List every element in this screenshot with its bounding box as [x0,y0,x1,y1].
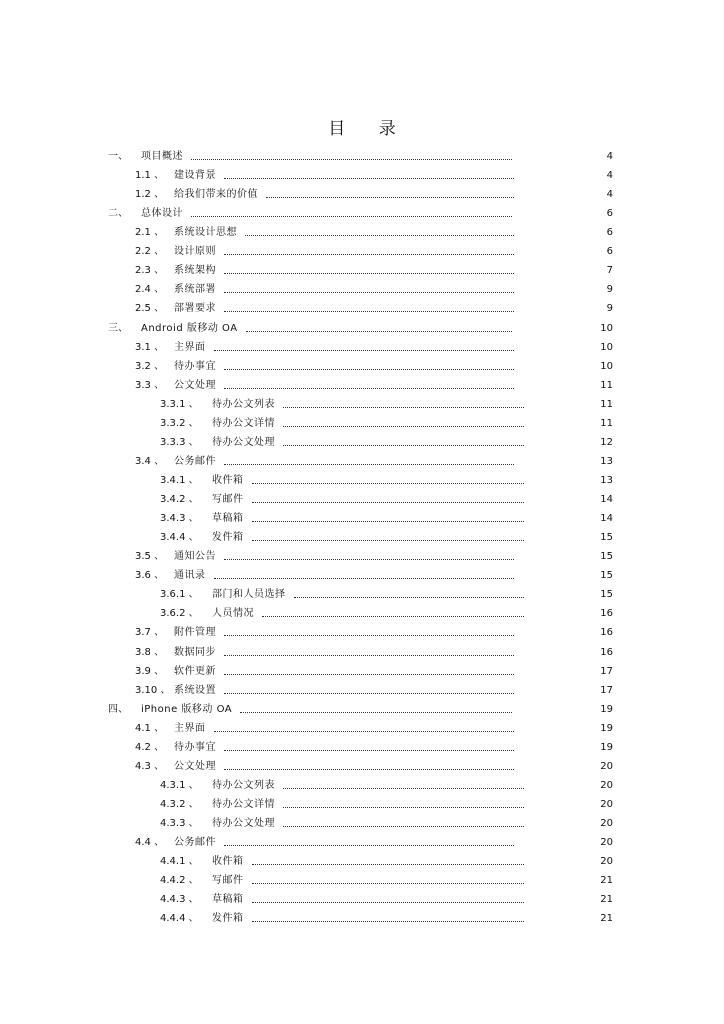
toc-entry[interactable] [0,700,724,719]
toc-entry[interactable] [0,852,724,871]
toc-entry-title: 发件箱 [212,532,244,543]
toc-entry-title: Android 版移动 OA [141,323,238,334]
toc-entry-page: 13 [600,456,613,467]
toc-entry[interactable] [0,623,724,642]
toc-entry[interactable] [0,643,724,662]
toc-dot-leader [283,807,524,808]
toc-entry[interactable] [0,376,724,395]
toc-dot-leader [266,197,514,198]
toc-entry-title: 总体设计 [141,208,183,219]
toc-dot-leader [224,369,514,370]
toc-entry[interactable] [0,795,724,814]
toc-dot-leader [252,540,524,541]
toc-entry-title: 待办事宜 [174,361,216,372]
toc-entry-page: 16 [600,627,613,638]
toc-entry-number: 3.8 、 [135,647,165,658]
toc-entry-title: 系统架构 [174,265,216,276]
toc-entry[interactable] [0,890,724,909]
toc-entry-number: 三、 [108,323,128,334]
toc-entry-number: 3.3.1 、 [160,399,199,410]
toc-entry[interactable] [0,414,724,433]
toc-entry[interactable] [0,509,724,528]
toc-entry-number: 3.4 、 [135,456,165,467]
toc-dot-leader [224,655,514,656]
toc-entry-title: 项目概述 [141,151,183,162]
toc-entry-number: 2.3 、 [135,265,165,276]
toc-entry-page: 11 [600,399,613,410]
toc-dot-leader [224,254,514,255]
toc-entry[interactable] [0,280,724,299]
toc-entry[interactable] [0,299,724,318]
toc-entry-page: 20 [600,761,613,772]
toc-entry[interactable] [0,261,724,280]
toc-entry-number: 3.4.3 、 [160,513,199,524]
toc-dot-leader [252,502,524,503]
toc-entry-title: 待办公文详情 [212,799,275,810]
toc-dot-leader [224,674,514,675]
toc-entry-page: 10 [600,323,613,334]
toc-dot-leader [245,235,514,236]
toc-dot-leader [252,883,524,884]
toc-entry-title: 写邮件 [212,494,244,505]
toc-entry-number: 4.4.1 、 [160,856,199,867]
toc-entry-title: 公务邮件 [174,837,216,848]
toc-entry-title: 待办公文详情 [212,418,275,429]
toc-entry-page: 6 [606,246,613,257]
toc-entry-page: 14 [600,513,613,524]
toc-entry-number: 3.1 、 [135,342,165,353]
toc-entry-page: 15 [600,589,613,600]
toc-entry[interactable] [0,566,724,585]
toc-dot-leader [240,712,512,713]
toc-entry-number: 4.4.2 、 [160,875,199,886]
toc-entry[interactable] [0,604,724,623]
toc-entry-title: 给我们带来的价值 [174,189,258,200]
toc-entry-number: 4.1 、 [135,723,165,734]
toc-entry-number: 2.4 、 [135,284,165,295]
toc-entry-number: 3.7 、 [135,627,165,638]
toc-entry-page: 11 [600,380,613,391]
toc-dot-leader [224,845,514,846]
toc-entry[interactable] [0,662,724,681]
toc-entry[interactable] [0,395,724,414]
toc-entry-number: 1.1 、 [135,170,165,181]
toc-entry-title: 发件箱 [212,913,244,924]
toc-entry-page: 12 [600,437,613,448]
toc-entry-title: 公文处理 [174,761,216,772]
toc-dot-leader [214,578,514,579]
toc-entry-page: 17 [600,685,613,696]
toc-entry-number: 2.2 、 [135,246,165,257]
toc-entry[interactable] [0,242,724,261]
toc-entry-number: 3.5 、 [135,551,165,562]
toc-dot-leader [224,311,514,312]
toc-entry-page: 19 [600,742,613,753]
toc-entry-page: 15 [600,570,613,581]
toc-entry-title: 附件管理 [174,627,216,638]
toc-entry-page: 13 [600,475,613,486]
toc-dot-leader [283,426,524,427]
page-title: 目 录 [328,119,410,139]
toc-entry-number: 4.4.3 、 [160,894,199,905]
toc-dot-leader [224,693,514,694]
toc-dot-leader [252,483,524,484]
toc-entry-title: 主界面 [174,723,206,734]
toc-entry-title: 公务邮件 [174,456,216,467]
toc-dot-leader [191,159,512,160]
toc-entry-page: 15 [600,551,613,562]
toc-entry-page: 20 [600,856,613,867]
toc-entry[interactable] [0,719,724,738]
toc-entry[interactable] [0,185,724,204]
toc-entry-number: 4.4.4 、 [160,913,199,924]
toc-entry[interactable] [0,452,724,471]
toc-entry-page: 14 [600,494,613,505]
toc-entry-number: 3.2 、 [135,361,165,372]
toc-entry-number: 二、 [108,208,128,219]
toc-entry-page: 19 [600,704,613,715]
toc-entry-number: 2.5 、 [135,303,165,314]
toc-entry[interactable] [0,909,724,928]
toc-entry-number: 1.2 、 [135,189,165,200]
toc-entry-page: 10 [600,361,613,372]
toc-entry-number: 3.3.3 、 [160,437,199,448]
toc-entry-page: 20 [600,799,613,810]
toc-entry[interactable] [0,871,724,890]
toc-entry-title: 收件箱 [212,475,244,486]
toc-entry[interactable] [0,433,724,452]
toc-entry-title: 主界面 [174,342,206,353]
toc-entry[interactable] [0,585,724,604]
toc-entry-page: 7 [606,265,613,276]
toc-entry-page: 10 [600,342,613,353]
toc-entry-title: 待办事宜 [174,742,216,753]
toc-entry[interactable] [0,814,724,833]
toc-dot-leader [252,521,524,522]
toc-entry-page: 4 [606,189,613,200]
toc-entry-number: 3.6 、 [135,570,165,581]
toc-entry-page: 20 [600,780,613,791]
toc-dot-leader [224,273,514,274]
toc-entry-page: 16 [600,608,613,619]
toc-entry-title: 系统部署 [174,284,216,295]
toc-entry-page: 17 [600,666,613,677]
toc-entry-number: 4.3 、 [135,761,165,772]
toc-entry-page: 9 [606,303,613,314]
toc-entry-number: 3.6.2 、 [160,608,199,619]
toc-entry[interactable] [0,490,724,509]
toc-entry-title: 建设背景 [174,170,216,181]
toc-dot-leader [283,407,524,408]
toc-entry-title: 公文处理 [174,380,216,391]
toc-entry[interactable] [0,528,724,547]
toc-entry-number: 4.3.1 、 [160,780,199,791]
toc-entry[interactable] [0,757,724,776]
toc-entry[interactable] [0,738,724,757]
toc-entry-page: 4 [606,151,613,162]
toc-dot-leader [214,350,514,351]
toc-entry-number: 4.2 、 [135,742,165,753]
toc-entry[interactable] [0,147,724,166]
toc-dot-leader [224,769,514,770]
toc-entry[interactable] [0,319,724,338]
toc-dot-leader [224,559,514,560]
toc-entry-number: 四、 [108,704,128,715]
toc-entry-title: 软件更新 [174,666,216,677]
toc-entry-number: 一、 [108,151,128,162]
toc-entry-number: 3.4.2 、 [160,494,199,505]
toc-entry-page: 4 [606,170,613,181]
toc-entry-title: 系统设计思想 [174,227,237,238]
toc-entry[interactable] [0,223,724,242]
toc-entry-page: 21 [600,894,613,905]
toc-entry-title: 部署要求 [174,303,216,314]
toc-dot-leader [224,178,514,179]
toc-entry[interactable] [0,833,724,852]
toc-entry[interactable] [0,776,724,795]
toc-entry-title: 通知公告 [174,551,216,562]
toc-dot-leader [252,902,524,903]
toc-entry[interactable] [0,204,724,223]
toc-entry-title: iPhone 版移动 OA [141,704,233,715]
toc-entry-number: 2.1 、 [135,227,165,238]
toc-dot-leader [224,750,514,751]
toc-dot-leader [224,292,514,293]
toc-dot-leader [246,331,512,332]
toc-entry-number: 4.4 、 [135,837,165,848]
toc-dot-leader [252,864,524,865]
toc-entry-page: 9 [606,284,613,295]
toc-entry-title: 数据同步 [174,647,216,658]
toc-dot-leader [224,388,514,389]
toc-entry-title: 写邮件 [212,875,244,886]
toc-entry[interactable] [0,547,724,566]
toc-entry[interactable] [0,357,724,376]
toc-entry-number: 3.4.1 、 [160,475,199,486]
toc-entry-number: 3.3.2 、 [160,418,199,429]
toc-entry-title: 收件箱 [212,856,244,867]
toc-entry-page: 11 [600,418,613,429]
toc-entry-number: 4.3.3 、 [160,818,199,829]
toc-entry-page: 21 [600,875,613,886]
toc-entry-page: 21 [600,913,613,924]
toc-entry-number: 4.3.2 、 [160,799,199,810]
toc-entry-title: 设计原则 [174,246,216,257]
toc-entry-number: 3.6.1 、 [160,589,199,600]
toc-dot-leader [294,597,524,598]
toc-entry-number: 3.4.4 、 [160,532,199,543]
toc-dot-leader [283,826,524,827]
toc-dot-leader [191,216,512,217]
toc-entry-title: 系统设置 [174,685,216,696]
toc-dot-leader [224,635,514,636]
toc-entry-title: 待办公文列表 [212,399,275,410]
toc-dot-leader [214,731,514,732]
toc-entry-page: 19 [600,723,613,734]
toc-entry[interactable] [0,166,724,185]
toc-entry-title: 待办公文列表 [212,780,275,791]
toc-dot-leader [262,616,524,617]
toc-entry[interactable] [0,338,724,357]
toc-entry-page: 6 [606,208,613,219]
toc-entry-page: 20 [600,837,613,848]
toc-entry-number: 3.10 、 [135,685,171,696]
toc-dot-leader [252,921,524,922]
toc-entry-title: 通讯录 [174,570,206,581]
toc-entry[interactable] [0,681,724,700]
toc-entry-number: 3.3 、 [135,380,165,391]
toc-entry-title: 草稿箱 [212,894,244,905]
toc-dot-leader [224,464,514,465]
toc-entry-page: 20 [600,818,613,829]
toc-entry-title: 草稿箱 [212,513,244,524]
toc-entry-title: 待办公文处理 [212,437,275,448]
toc-entry-title: 部门和人员选择 [212,589,286,600]
toc-entry-page: 6 [606,227,613,238]
toc-entry-page: 16 [600,647,613,658]
toc-entry[interactable] [0,471,724,490]
toc-entry-title: 人员情况 [212,608,254,619]
toc-dot-leader [283,788,524,789]
toc-entry-page: 15 [600,532,613,543]
toc-entry-title: 待办公文处理 [212,818,275,829]
toc-entry-number: 3.9 、 [135,666,165,677]
toc-dot-leader [283,445,524,446]
